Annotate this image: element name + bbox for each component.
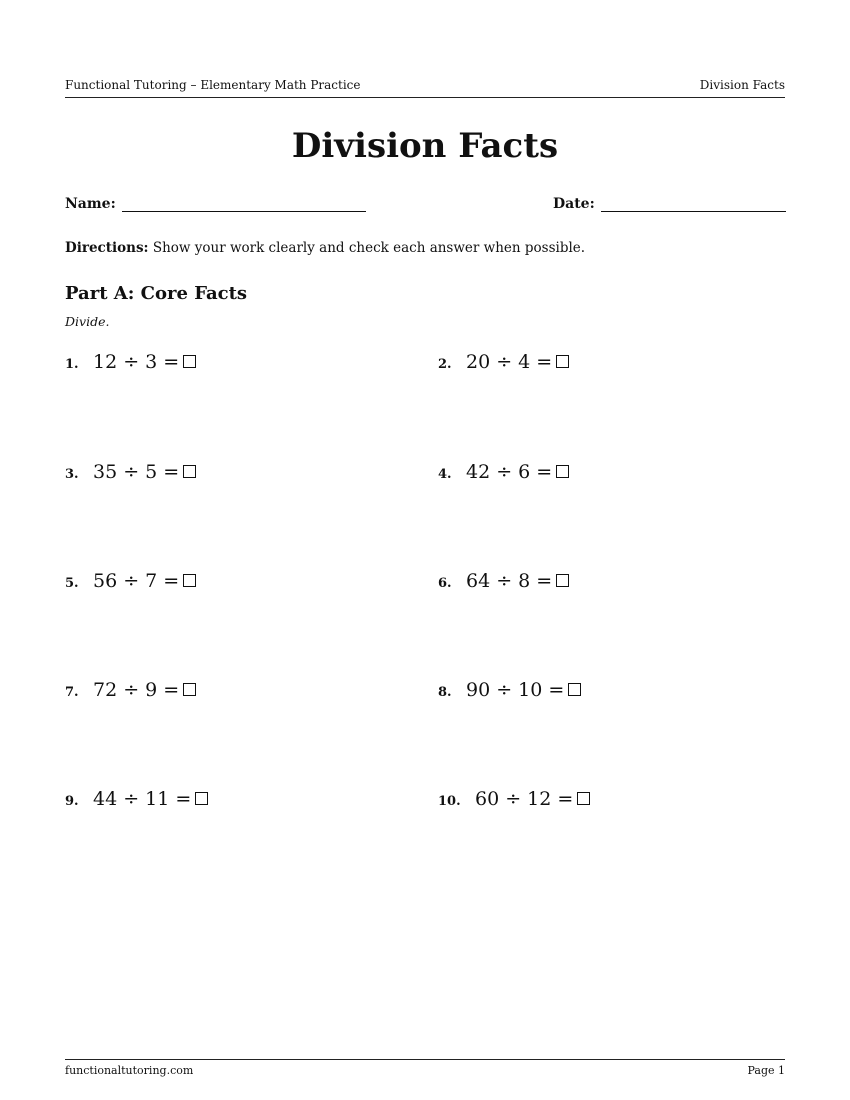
date-blank-line[interactable] (601, 197, 786, 212)
page-title: Division Facts (291, 126, 559, 166)
directions-label: Directions: (65, 240, 149, 256)
answer-box[interactable] (183, 465, 196, 478)
problem-3 (65, 461, 196, 483)
problem-expression: 72 ÷ 9 = (93, 679, 180, 701)
answer-box[interactable] (195, 792, 208, 805)
directions-text: Show your work clearly and check each answer when possible. (152, 240, 586, 256)
problem-number: 4. (438, 467, 452, 482)
page-footer (65, 1059, 785, 1077)
problem-expression: 12 ÷ 3 = (93, 351, 180, 373)
problem-9 (65, 788, 208, 810)
problem-expression: 90 ÷ 10 = (466, 679, 565, 701)
answer-box[interactable] (556, 355, 569, 368)
answer-box[interactable] (556, 465, 569, 478)
problem-number: 2. (438, 357, 452, 372)
footer-page-number: Page 1 (747, 1064, 785, 1077)
problem-1 (65, 351, 196, 373)
header-right-text: Division Facts (699, 78, 785, 92)
footer-website: functionaltutoring.com (65, 1064, 194, 1077)
date-label: Date: (553, 196, 595, 212)
problem-number: 9. (65, 794, 79, 809)
header-left-text: Functional Tutoring – Elementary Math Practice (65, 78, 361, 92)
problem-expression: 60 ÷ 12 = (475, 788, 574, 810)
name-blank-line[interactable] (122, 197, 366, 212)
problem-8 (438, 679, 581, 701)
problem-10 (438, 788, 590, 810)
problem-expression: 44 ÷ 11 = (93, 788, 192, 810)
answer-box[interactable] (556, 574, 569, 587)
problem-number: 3. (65, 467, 79, 482)
problem-expression: 35 ÷ 5 = (93, 461, 180, 483)
problem-expression: 42 ÷ 6 = (466, 461, 553, 483)
part-a-title: Part A: Core Facts (65, 283, 248, 304)
problem-7 (65, 679, 196, 701)
directions (65, 240, 585, 256)
problem-4 (438, 461, 569, 483)
problem-expression: 20 ÷ 4 = (466, 351, 553, 373)
answer-box[interactable] (183, 683, 196, 696)
name-label: Name: (65, 196, 116, 212)
name-field[interactable] (65, 196, 366, 212)
problem-number: 8. (438, 685, 452, 700)
problem-number: 6. (438, 576, 452, 591)
problem-5 (65, 570, 196, 592)
problem-number: 10. (438, 794, 461, 809)
problem-number: 5. (65, 576, 79, 591)
date-field[interactable] (553, 196, 786, 212)
page-header (65, 78, 785, 98)
problem-number: 1. (65, 357, 79, 372)
answer-box[interactable] (183, 355, 196, 368)
problem-2 (438, 351, 569, 373)
problem-6 (438, 570, 569, 592)
problem-number: 7. (65, 685, 79, 700)
answer-box[interactable] (577, 792, 590, 805)
problem-expression: 56 ÷ 7 = (93, 570, 180, 592)
answer-box[interactable] (183, 574, 196, 587)
part-a-instruction: Divide. (65, 314, 110, 329)
problem-expression: 64 ÷ 8 = (466, 570, 553, 592)
answer-box[interactable] (568, 683, 581, 696)
